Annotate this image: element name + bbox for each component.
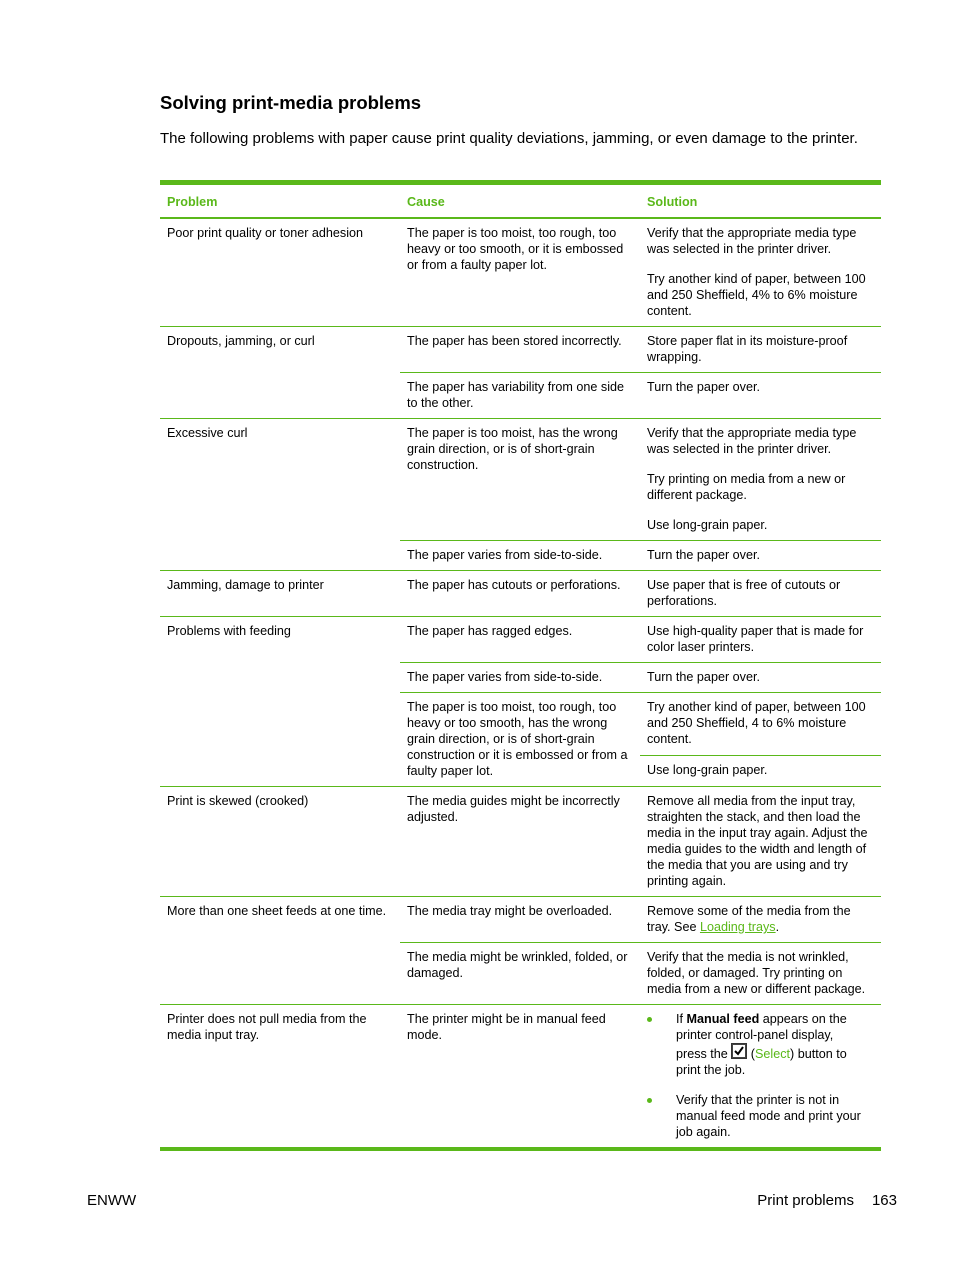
- solution-text: .: [775, 920, 780, 934]
- solution-text: Remove some of the media from the tray. See: [647, 904, 851, 934]
- problem-cell: More than one sheet feeds at one time.: [160, 897, 400, 1005]
- solution-cell: Remove all media from the input tray, straighten the stack, and then load the media in the input tray again. Adjust the media guides to the width and length of the media that you are using and try printing again.: [640, 787, 881, 897]
- solution-cell: [640, 218, 881, 327]
- solution-cell: Turn the paper over.: [640, 373, 881, 419]
- problem-cell: Excessive curl: [160, 419, 400, 571]
- cause-cell: The paper has ragged edges.: [400, 617, 640, 663]
- solution-cell: [640, 1005, 881, 1150]
- solution-text: Verify that the appropriate media type was selected in the printer driver.: [647, 426, 857, 456]
- header-problem: Problem: [160, 183, 400, 219]
- problem-cell: Jamming, damage to printer: [160, 571, 400, 617]
- problem-cell: Printer does not pull media from the media input tray.: [160, 1005, 400, 1150]
- footer-doc-id: ENWW: [87, 1192, 137, 1209]
- table-row: [160, 419, 881, 541]
- table-header-row: [160, 183, 881, 219]
- table-row: [160, 897, 881, 943]
- select-button-icon: [731, 1043, 747, 1059]
- select-label: Select: [755, 1047, 791, 1061]
- problem-cell: Dropouts, jamming, or curl: [160, 327, 400, 419]
- solution-cell: [640, 419, 881, 541]
- cause-cell: The paper has variability from one side to the other.: [400, 373, 640, 419]
- header-cause: Cause: [400, 183, 640, 219]
- cause-cell: The paper has cutouts or perforations.: [400, 571, 640, 617]
- bullet-item: If Manual feed appears on the printer control-panel display, press the (Select) button to print the job.: [647, 1011, 874, 1078]
- solution-cell: Use high-quality paper that is made for color laser printers.: [640, 617, 881, 663]
- solution-cell: Turn the paper over.: [640, 663, 881, 693]
- solution-cell: Verify that the media is not wrinkled, folded, or damaged. Try printing on media from a new or different package.: [640, 943, 881, 1005]
- footer-page-info: [757, 1192, 897, 1209]
- solution-text: Verify that the appropriate media type was selected in the printer driver.: [647, 226, 857, 256]
- table-row: [160, 571, 881, 617]
- solution-text: Try printing on media from a new or different package.: [647, 472, 846, 502]
- problem-cell: Problems with feeding: [160, 617, 400, 787]
- cause-cell: The paper has been stored incorrectly.: [400, 327, 640, 373]
- table-row: [160, 1005, 881, 1150]
- problem-cell: Print is skewed (crooked): [160, 787, 400, 897]
- bullet-icon: [647, 1017, 652, 1022]
- table-row: [160, 617, 881, 663]
- solution-text: Use long-grain paper.: [647, 518, 768, 532]
- cause-cell: The paper varies from side-to-side.: [400, 541, 640, 571]
- cause-cell: The paper is too moist, too rough, too heavy or too smooth, or it is embossed or from a faulty paper lot.: [400, 218, 640, 327]
- page-title: Solving print-media problems: [160, 92, 422, 113]
- bullet-item: Verify that the printer is not in manual feed mode and print your job again.: [647, 1092, 874, 1140]
- solution-cell: Use long-grain paper.: [640, 756, 881, 787]
- loading-trays-link[interactable]: Loading trays: [699, 920, 776, 934]
- solution-cell: Try another kind of paper, between 100 and 250 Sheffield, 4 to 6% moisture content.: [640, 693, 881, 756]
- solution-cell: [640, 897, 881, 943]
- header-solution: Solution: [640, 183, 881, 219]
- cause-cell: The media tray might be overloaded.: [400, 897, 640, 943]
- manual-feed-label: Manual feed: [686, 1012, 760, 1026]
- media-problems-table: [160, 180, 881, 1151]
- cause-cell: The printer might be in manual feed mode.: [400, 1005, 640, 1150]
- table-row: [160, 327, 881, 373]
- cause-cell: The paper is too moist, too rough, too heavy or too smooth, has the wrong grain direction, or is of short-grain construction or it is embossed or from a faulty paper lot.: [400, 693, 640, 787]
- table-row: [160, 218, 881, 327]
- intro-paragraph: The following problems with paper cause print quality deviations, jamming, or even damage to the printer.: [160, 130, 858, 147]
- page-number: 163: [871, 1192, 897, 1209]
- cause-cell: The media might be wrinkled, folded, or damaged.: [400, 943, 640, 1005]
- table-row: [160, 787, 881, 897]
- cause-cell: The paper is too moist, has the wrong grain direction, or is of short-grain construction.: [400, 419, 640, 541]
- solution-cell: Use paper that is free of cutouts or perforations.: [640, 571, 881, 617]
- solution-text: Try another kind of paper, between 100 and 250 Sheffield, 4% to 6% moisture content.: [647, 272, 866, 318]
- cause-cell: The media guides might be incorrectly adjusted.: [400, 787, 640, 897]
- bullet-icon: [647, 1098, 652, 1103]
- solution-cell: Store paper flat in its moisture-proof wrapping.: [640, 327, 881, 373]
- footer-section: Print problems: [757, 1192, 854, 1209]
- cause-cell: The paper varies from side-to-side.: [400, 663, 640, 693]
- problem-cell: Poor print quality or toner adhesion: [160, 218, 400, 327]
- solution-cell: Turn the paper over.: [640, 541, 881, 571]
